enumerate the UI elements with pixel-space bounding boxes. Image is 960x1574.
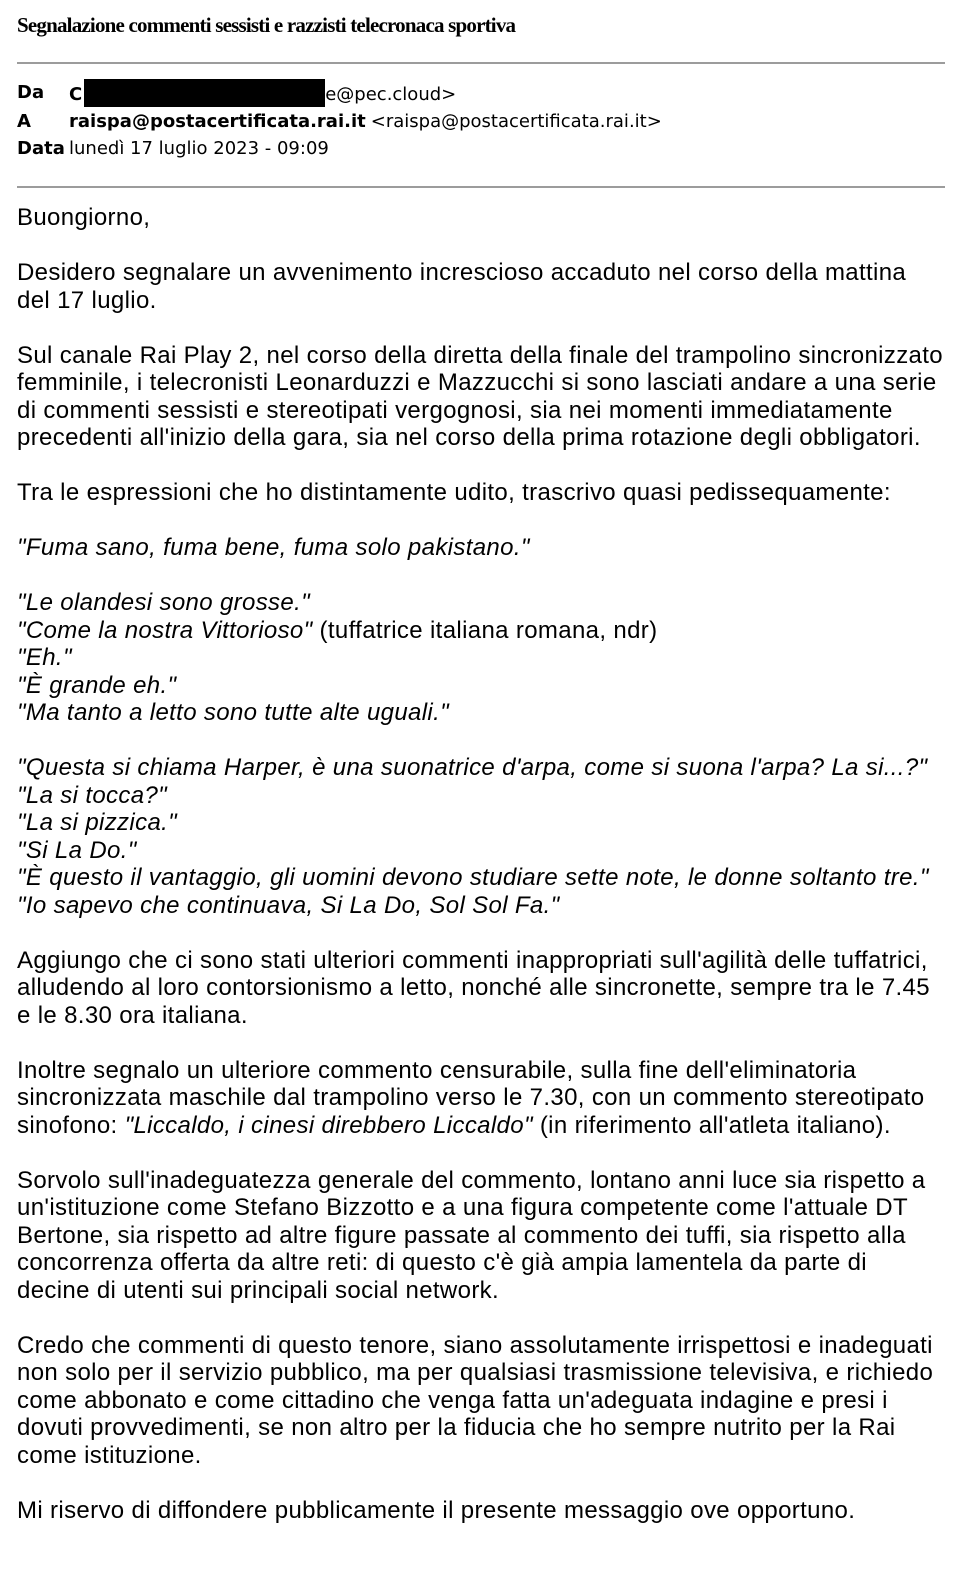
- paragraph: [17, 479, 945, 507]
- from-row: [17, 79, 945, 108]
- paragraph: [17, 754, 945, 919]
- quoted-speech: "Ma tanto a letto sono tutte alte uguali.": [17, 699, 450, 726]
- quoted-speech: "La si pizzica.": [17, 809, 178, 836]
- date-row: [17, 135, 945, 162]
- body-text: Sorvolo sull'inadeguatezza generale del commento, lontano anni luce sia rispetto a un'istituzione come Stefano Bizzotto e a una figura competente come l'attuale DT Bertone, sia rispetto ad altre figure passate al commento dei tuffi, sia rispetto alla concorrenza offerta da altre reti: di questo c'è già ampia lamentela da parte di decine di utenti sui principali social network.: [17, 1166, 926, 1304]
- paragraph: [17, 947, 945, 1030]
- paragraph: [17, 1167, 945, 1305]
- quoted-speech: "È grande eh.": [17, 671, 177, 699]
- body-text: Mi riservo di diffondere pubblicamente il presente messaggio ove opportuno.: [17, 1496, 856, 1524]
- quoted-speech: "È questo il vantaggio, gli uomini devono studiare sette note, le donne soltanto tre.": [17, 864, 929, 891]
- date-label: Data: [17, 138, 65, 159]
- body-text: Desidero segnalare un avvenimento increscioso accaduto nel corso della mattina del 17 luglio.: [17, 259, 907, 314]
- paragraph: [17, 342, 945, 452]
- redaction-bar: [84, 79, 325, 107]
- email-header: [17, 79, 945, 162]
- to-value: [69, 108, 662, 135]
- quoted-speech: "Le olandesi sono grosse.": [17, 589, 310, 616]
- to-address: <raispa@postacertificata.rai.it>: [370, 111, 662, 132]
- email-body: [17, 204, 945, 1524]
- body-text: Sul canale Rai Play 2, nel corso della diretta della finale del trampolino sincronizzato femminile, i telecronisti Leonarduzzi e Mazzucchi si sono lasciati andare a una serie di commenti sessisti e stereotipati vergognosi, sia nei momenti immediatamente precedenti all'inizio della gara, sia nel corso della prima rotazione degli obbligatori.: [17, 341, 943, 451]
- body-text: Credo che commenti di questo tenore, siano assolutamente irrispettosi e inadeguati non solo per il servizio pubblico, ma per qualsiasi trasmissione televisiva, e richiedo come abbonato e come cittadino che venga fatta un'adeguata indagine e presi i dovuti provvedimenti, se non altro per la fiducia che ho sempre nutrito per la Rai come istituzione.: [17, 1331, 934, 1469]
- from-label: Da: [17, 82, 45, 103]
- paragraph: [17, 589, 945, 727]
- body-text: Inoltre segnalo un ulteriore commento censurabile, sulla fine dell'eliminatoria sincronizzata maschile dal trampolino verso le 7.30, con un commento stereotipato sinofono:: [17, 1056, 925, 1139]
- body-text: Aggiungo che ci sono stati ulteriori commenti inappropriati sull'agilità delle tuffatrici, alludendo al loro contorsionismo a letto, nonché alle sincronette, sempre tra le 7.45 e le 8.30 ora italiana.: [17, 946, 930, 1029]
- paragraph: [17, 1497, 945, 1525]
- quoted-speech: "Si La Do.": [17, 836, 137, 864]
- paragraph: [17, 1332, 945, 1470]
- to-label: A: [17, 111, 31, 132]
- to-row: [17, 108, 945, 135]
- paragraph: [17, 204, 945, 232]
- from-value: [69, 79, 456, 108]
- paragraph: [17, 259, 945, 314]
- quoted-speech: "Questa si chiama Harper, è una suonatrice d'arpa, come si suona l'arpa? La si...?": [17, 754, 928, 781]
- body-text: (tuffatrice italiana romana, ndr): [312, 616, 658, 644]
- quoted-speech: "Eh.": [17, 644, 72, 671]
- divider: [17, 62, 945, 64]
- divider: [17, 186, 945, 188]
- body-text: (in riferimento all'atleta italiano).: [532, 1111, 891, 1139]
- date-value: lunedì 17 luglio 2023 - 09:09: [69, 138, 329, 159]
- body-text: Tra le espressioni che ho distintamente udito, trascrivo quasi pedissequamente:: [17, 479, 891, 506]
- page-title: Segnalazione commenti sessisti e razzisti telecronaca sportiva: [17, 13, 516, 37]
- from-address-visible: e@pec.cloud>: [325, 84, 457, 105]
- quoted-speech: "Io sapevo che continuava, Si La Do, Sol Sol Fa.": [17, 891, 560, 919]
- from-name-visible: C: [69, 84, 83, 105]
- quoted-speech: "La si tocca?": [17, 781, 168, 809]
- quoted-speech: "Come la nostra Vittorioso": [17, 616, 313, 644]
- email-view: [0, 12, 960, 1524]
- quoted-speech: "Liccaldo, i cinesi direbbero Liccaldo": [124, 1111, 533, 1139]
- to-display-name: raispa@postacertificata.rai.it: [69, 111, 366, 132]
- paragraph: [17, 534, 945, 562]
- paragraph: [17, 1057, 945, 1140]
- quoted-speech: "Fuma sano, fuma bene, fuma solo pakistano.": [17, 534, 530, 561]
- body-text: Buongiorno,: [17, 204, 151, 231]
